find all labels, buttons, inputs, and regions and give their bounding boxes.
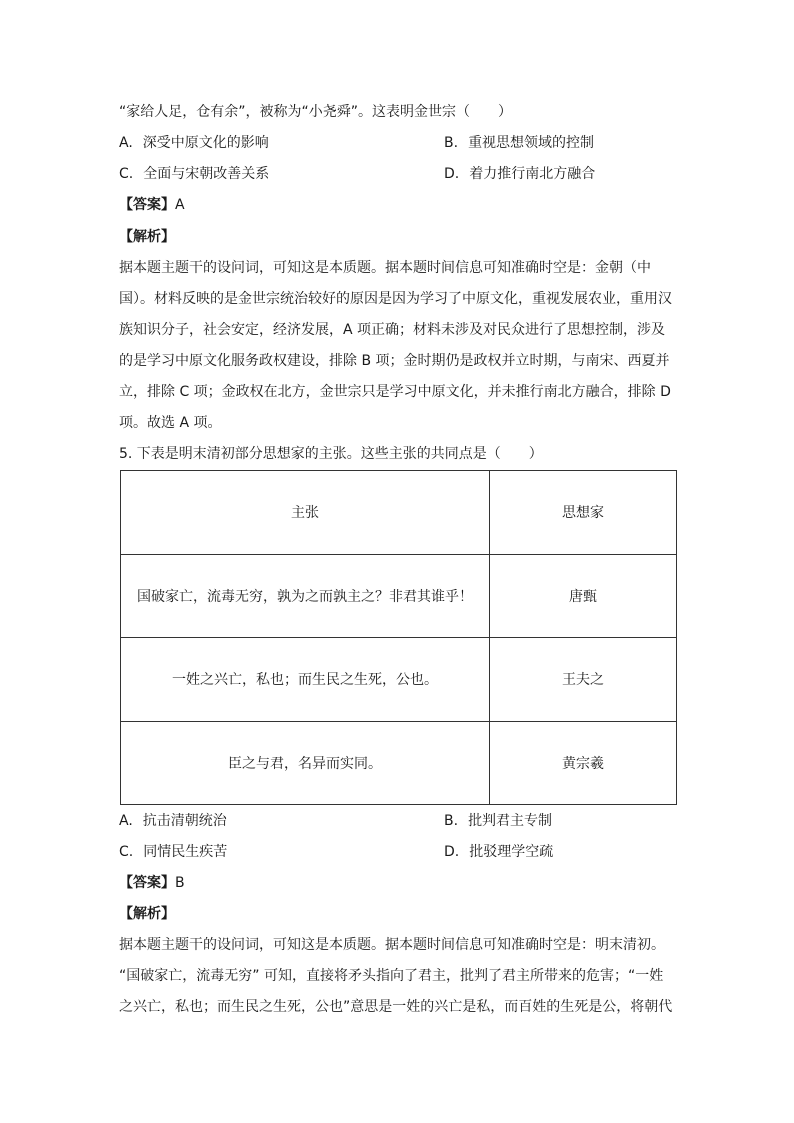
answer-label: 【答案】	[119, 875, 175, 891]
option-text: 全面与宋朝改善关系	[143, 166, 270, 182]
q4-analysis-line: 立，排除 C 项；金政权在北方，金世宗只是学习中原文化，并未推行南北方融合，排除 D	[119, 384, 671, 400]
table-row	[121, 554, 677, 638]
q4-stem-tail: “家给人足，仓有余”，被称为“小尧舜”。这表明金世宗（ ）	[119, 104, 513, 120]
q4-answer	[119, 195, 185, 215]
q4-analysis-line: 项。故选 A 项。	[119, 415, 222, 431]
table-cell-thinker: 王夫之	[490, 638, 677, 722]
table-cell-claim: 一姓之兴亡，私也；而生民之生死，公也。	[121, 638, 490, 722]
q4-analysis-line: 的是学习中原文化服务政权建设，排除 B 项；金时期仍是政权并立时期，与南宋、西夏并	[119, 353, 670, 369]
option-text: 批驳理学空疏	[469, 844, 554, 860]
option-text: 同情民生疾苦	[143, 844, 228, 860]
option-letter: C.	[119, 166, 134, 182]
q4-analysis-line: 据本题主题干的设问词，可知这是本质题。据本题时间信息可知准确时空是：金朝（中	[119, 260, 651, 276]
q4-option-b	[444, 133, 594, 153]
table-cell-thinker: 黄宗羲	[490, 721, 677, 805]
table-cell-thinker: 唐甄	[490, 554, 677, 638]
option-letter: A.	[119, 135, 133, 151]
table-header-row	[121, 471, 677, 555]
thinkers-table	[120, 470, 677, 805]
q5-option-d	[444, 842, 553, 862]
q5-answer	[119, 873, 185, 893]
q4-analysis-line: 国）。材料反映的是金世宗统治较好的原因是因为学习了中原文化，重视发展农业，重用汉	[119, 291, 672, 307]
table-header-cell: 思想家	[490, 471, 677, 555]
q5-option-c	[119, 842, 227, 862]
table-cell-claim: 臣之与君，名异而实同。	[121, 721, 490, 805]
option-letter: D.	[444, 844, 460, 860]
table-header-cell: 主张	[121, 471, 490, 555]
table-row	[121, 721, 677, 805]
q4-option-a	[119, 133, 269, 153]
q4-option-c	[119, 164, 269, 184]
option-letter: B.	[444, 135, 459, 151]
q5-stem: 5. 下表是明末清初部分思想家的主张。这些主张的共同点是（ ）	[119, 446, 543, 462]
q5-analysis-label: 【解析】	[119, 906, 175, 922]
table-cell-claim: 国破家亡，流毒无穷，孰为之而孰主之？非君其谁乎！	[121, 554, 490, 638]
q4-analysis-line: 族知识分子，社会安定，经济发展，A 项正确；材料未涉及对民众进行了思想控制，涉及	[119, 322, 666, 338]
option-letter: B.	[444, 813, 459, 829]
q4-analysis-label: 【解析】	[119, 229, 175, 245]
option-text: 重视思想领域的控制	[468, 135, 595, 151]
q4-option-d	[444, 164, 595, 184]
option-letter: D.	[444, 166, 460, 182]
option-text: 批判君主专制	[468, 813, 553, 829]
answer-label: 【答案】	[119, 197, 175, 213]
option-text: 着力推行南北方融合	[469, 166, 596, 182]
option-letter: A.	[119, 813, 133, 829]
q5-analysis-line: “国破家亡，流毒无穷” 可知，直接将矛头指向了君主，批判了君主所带来的危害；“一姓	[119, 968, 664, 984]
q5-analysis-line: 据本题主题干的设问词，可知这是本质题。据本题时间信息可知准确时空是：明末清初。	[119, 937, 665, 953]
answer-value: B	[175, 875, 185, 891]
option-text: 抗击清朝统治	[142, 813, 227, 829]
q5-option-a	[119, 811, 227, 831]
option-letter: C.	[119, 844, 134, 860]
answer-value: A	[175, 197, 185, 213]
q5-analysis-line: 之兴亡，私也；而生民之生死，公也”意思是一姓的兴亡是私，而百姓的生死是公，将朝代	[119, 999, 673, 1015]
option-text: 深受中原文化的影响	[142, 135, 269, 151]
table-row	[121, 638, 677, 722]
q5-option-b	[444, 811, 552, 831]
